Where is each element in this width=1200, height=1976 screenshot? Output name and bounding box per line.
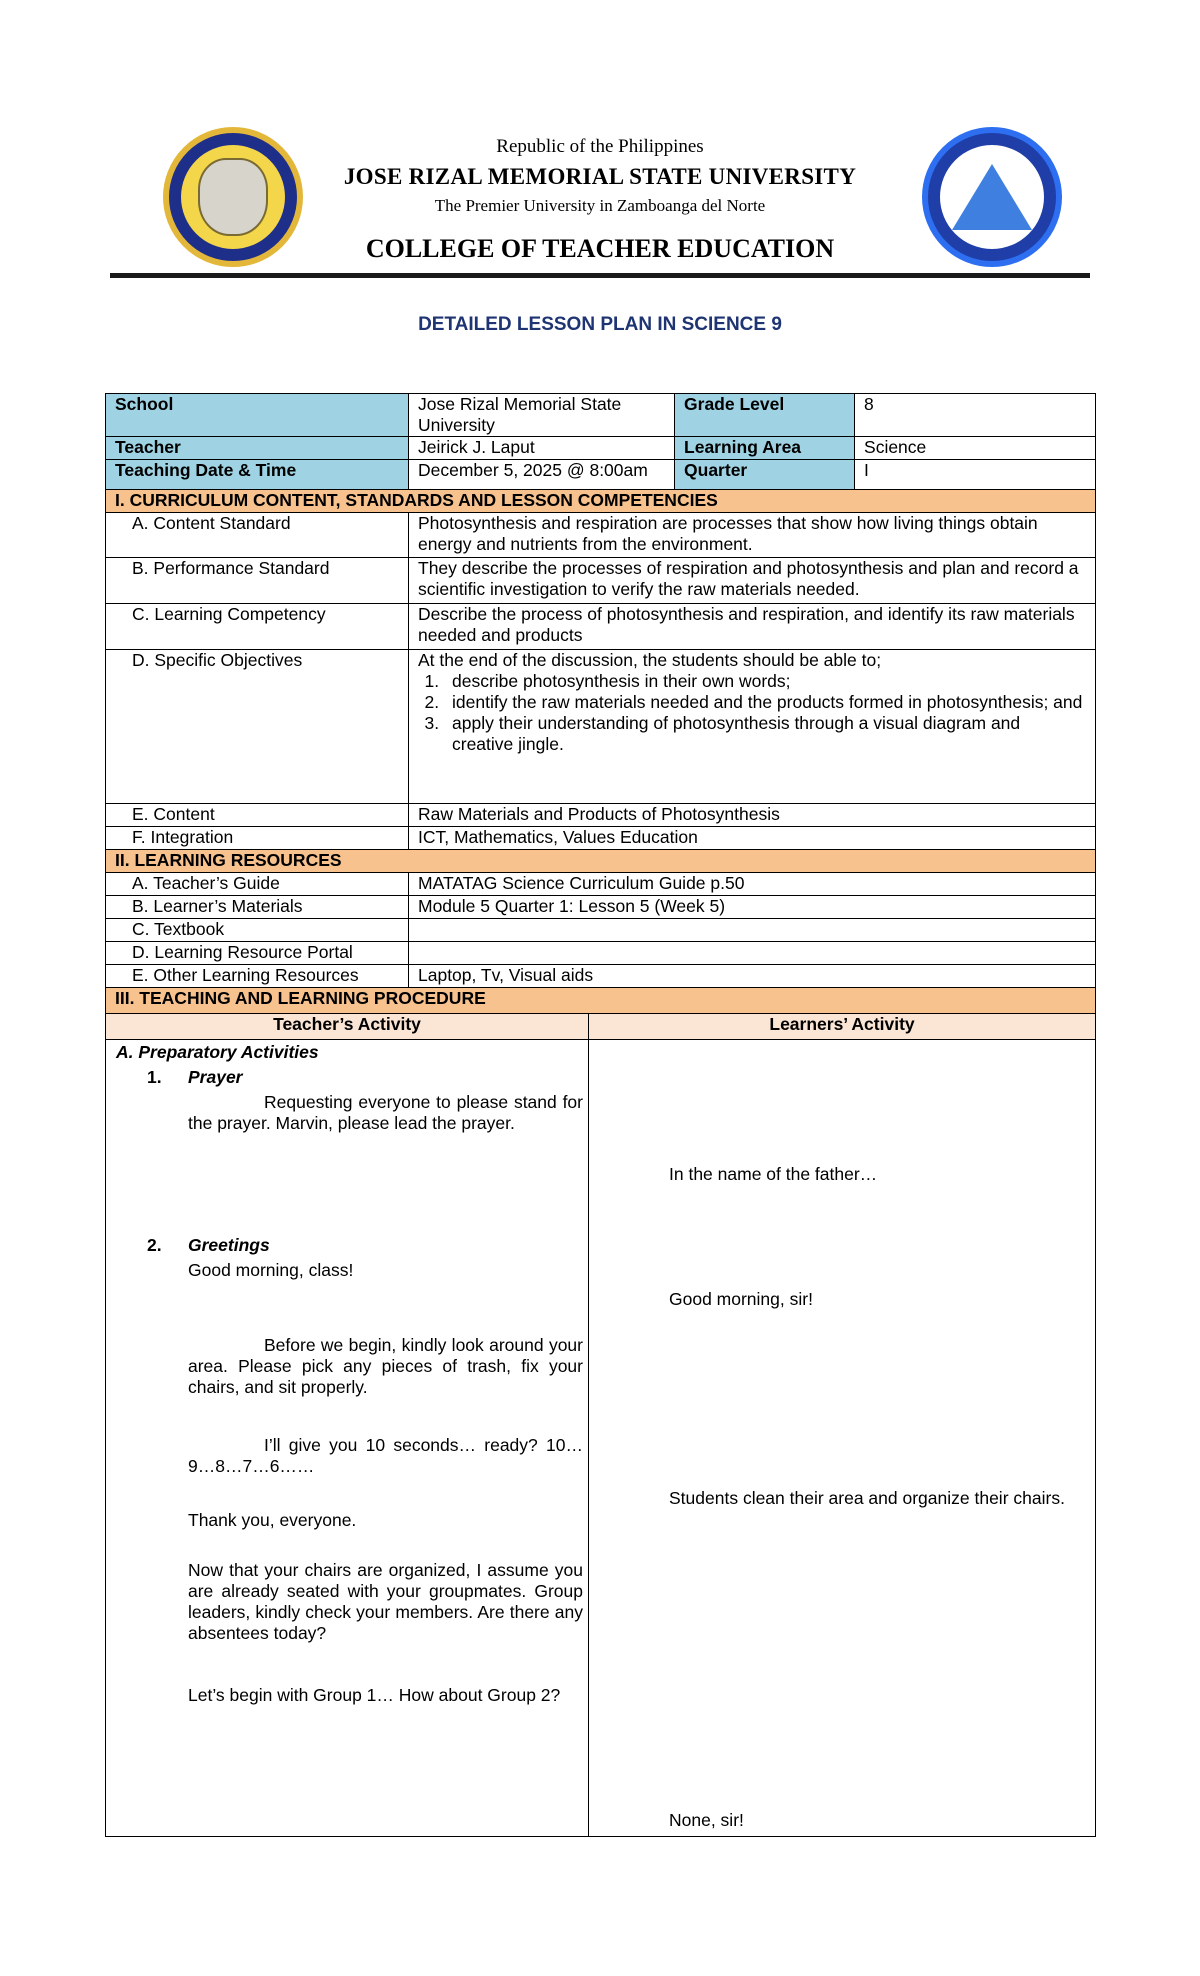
performance-standard-row	[106, 558, 1096, 604]
university-tagline: The Premier University in Zamboanga del Norte	[434, 196, 766, 215]
prayer-title: Prayer	[188, 1067, 243, 1087]
prayer-number: 1.	[147, 1067, 162, 1087]
other-resources-row	[106, 965, 1096, 988]
info-row-school	[106, 394, 1096, 437]
section-1-header	[106, 490, 1096, 513]
competency-label: C. Learning Competency	[106, 604, 409, 650]
activity-headers	[106, 1014, 1096, 1040]
header-divider	[110, 273, 1090, 278]
objectives-list	[418, 671, 1086, 755]
document-title: DETAILED LESSON PLAN IN SCIENCE 9	[418, 314, 782, 335]
learner-prayer-response: In the name of the father…	[669, 1164, 878, 1184]
learner-absentee-response: None, sir!	[669, 1810, 744, 1830]
grade-label: Grade Level	[675, 394, 855, 437]
portal-label: D. Learning Resource Portal	[106, 942, 409, 965]
thanks-text: Thank you, everyone.	[188, 1510, 357, 1530]
grade-value: 8	[855, 394, 1096, 437]
learners-materials-label: B. Learner’s Materials	[106, 896, 409, 919]
quarter-label: Quarter	[675, 460, 855, 490]
procedure-row	[106, 1040, 1096, 1837]
objective-item: 1. describe photosynthesis in their own words;	[444, 671, 1086, 692]
content-text: Raw Materials and Products of Photosynthesis	[409, 804, 1096, 827]
quarter-value: I	[855, 460, 1096, 490]
area-label: Learning Area	[675, 437, 855, 460]
textbook-label: C. Textbook	[106, 919, 409, 942]
learners-materials-text: Module 5 Quarter 1: Lesson 5 (Week 5)	[409, 896, 1096, 919]
prep-activities-title: A. Preparatory Activities	[116, 1042, 319, 1062]
performance-standard-label: B. Performance Standard	[106, 558, 409, 604]
attendance-text: Now that your chairs are organized, I assume you are already seated with your groupmates. Group leaders, kindly check your members. Are there any absentees today?	[188, 1560, 583, 1643]
learner-activity-cell	[589, 1040, 1096, 1837]
objectives-label: D. Specific Objectives	[106, 650, 409, 804]
section-3-header	[106, 988, 1096, 1014]
learner-greeting-response: Good morning, sir!	[669, 1289, 813, 1309]
teacher-label: Teacher	[106, 437, 409, 460]
objective-item: 2. identify the raw materials needed and the products formed in photosynthesis; and	[444, 692, 1086, 713]
portal-row	[106, 942, 1096, 965]
school-label: School	[106, 394, 409, 437]
textbook-text	[409, 919, 1096, 942]
countdown-text: I’ll give you 10 seconds… ready? 10…9…8…7…6……	[188, 1435, 583, 1476]
integration-text: ICT, Mathematics, Values Education	[409, 827, 1096, 850]
section-2-title: II. LEARNING RESOURCES	[106, 850, 1096, 873]
performance-standard-text: They describe the processes of respiration and photosynthesis and plan and record a scientific investigation to verify the raw materials needed.	[409, 558, 1096, 604]
college-name: COLLEGE OF TEACHER EDUCATION	[365, 234, 835, 263]
integration-label: F. Integration	[106, 827, 409, 850]
lesson-plan-table	[105, 393, 1096, 1837]
teachers-guide-label: A. Teacher’s Guide	[106, 873, 409, 896]
greetings-text: Good morning, class!	[188, 1260, 354, 1280]
competency-row	[106, 604, 1096, 650]
area-value: Science	[855, 437, 1096, 460]
teacher-value: Jeirick J. Laput	[409, 437, 675, 460]
section-3-title: III. TEACHING AND LEARNING PROCEDURE	[106, 988, 1096, 1014]
content-standard-text: Photosynthesis and respiration are processes that show how living things obtain energy and nutrients from the environment.	[409, 513, 1096, 558]
objectives-row	[106, 650, 1096, 804]
learner-activity-header: Learners’ Activity	[589, 1014, 1096, 1040]
prayer-text: Requesting everyone to please stand for the prayer. Marvin, please lead the prayer.	[188, 1092, 583, 1133]
teachers-guide-text: MATATAG Science Curriculum Guide p.50	[409, 873, 1096, 896]
learners-materials-row	[106, 896, 1096, 919]
objectives-intro: At the end of the discussion, the students should be able to;	[418, 650, 882, 670]
portal-text	[409, 942, 1096, 965]
teachers-guide-row	[106, 873, 1096, 896]
other-resources-text: Laptop, Tv, Visual aids	[409, 965, 1096, 988]
school-value: Jose Rizal Memorial State University	[409, 394, 675, 437]
group-check-text: Let’s begin with Group 1… How about Group 2?	[188, 1685, 561, 1705]
info-row-date	[106, 460, 1096, 490]
republic-line: Republic of the Philippines	[496, 136, 704, 157]
teacher-activity-cell	[106, 1040, 589, 1837]
university-name: JOSE RIZAL MEMORIAL STATE UNIVERSITY	[343, 164, 857, 189]
content-standard-row	[106, 513, 1096, 558]
teacher-activity-header: Teacher’s Activity	[106, 1014, 589, 1040]
competency-text: Describe the process of photosynthesis and respiration, and identify its raw materials needed and products	[409, 604, 1096, 650]
tidy-instruction: Before we begin, kindly look around your area. Please pick any pieces of trash, fix your chairs, and sit properly.	[188, 1335, 583, 1397]
content-standard-label: A. Content Standard	[106, 513, 409, 558]
info-row-teacher	[106, 437, 1096, 460]
section-1-title: I. CURRICULUM CONTENT, STANDARDS AND LESSON COMPETENCIES	[106, 490, 1096, 513]
greetings-title: Greetings	[188, 1235, 270, 1255]
content-label: E. Content	[106, 804, 409, 827]
date-label: Teaching Date & Time	[106, 460, 409, 490]
objectives-cell	[409, 650, 1096, 804]
learner-clean-response: Students clean their area and organize their chairs.	[669, 1488, 1065, 1508]
section-2-header	[106, 850, 1096, 873]
letterhead	[110, 122, 1090, 277]
content-row	[106, 804, 1096, 827]
greetings-number: 2.	[147, 1235, 162, 1255]
integration-row	[106, 827, 1096, 850]
date-value: December 5, 2025 @ 8:00am	[409, 460, 675, 490]
other-resources-label: E. Other Learning Resources	[106, 965, 409, 988]
textbook-row	[106, 919, 1096, 942]
objective-item: 3. apply their understanding of photosynthesis through a visual diagram and creative jingle.	[444, 713, 1086, 755]
